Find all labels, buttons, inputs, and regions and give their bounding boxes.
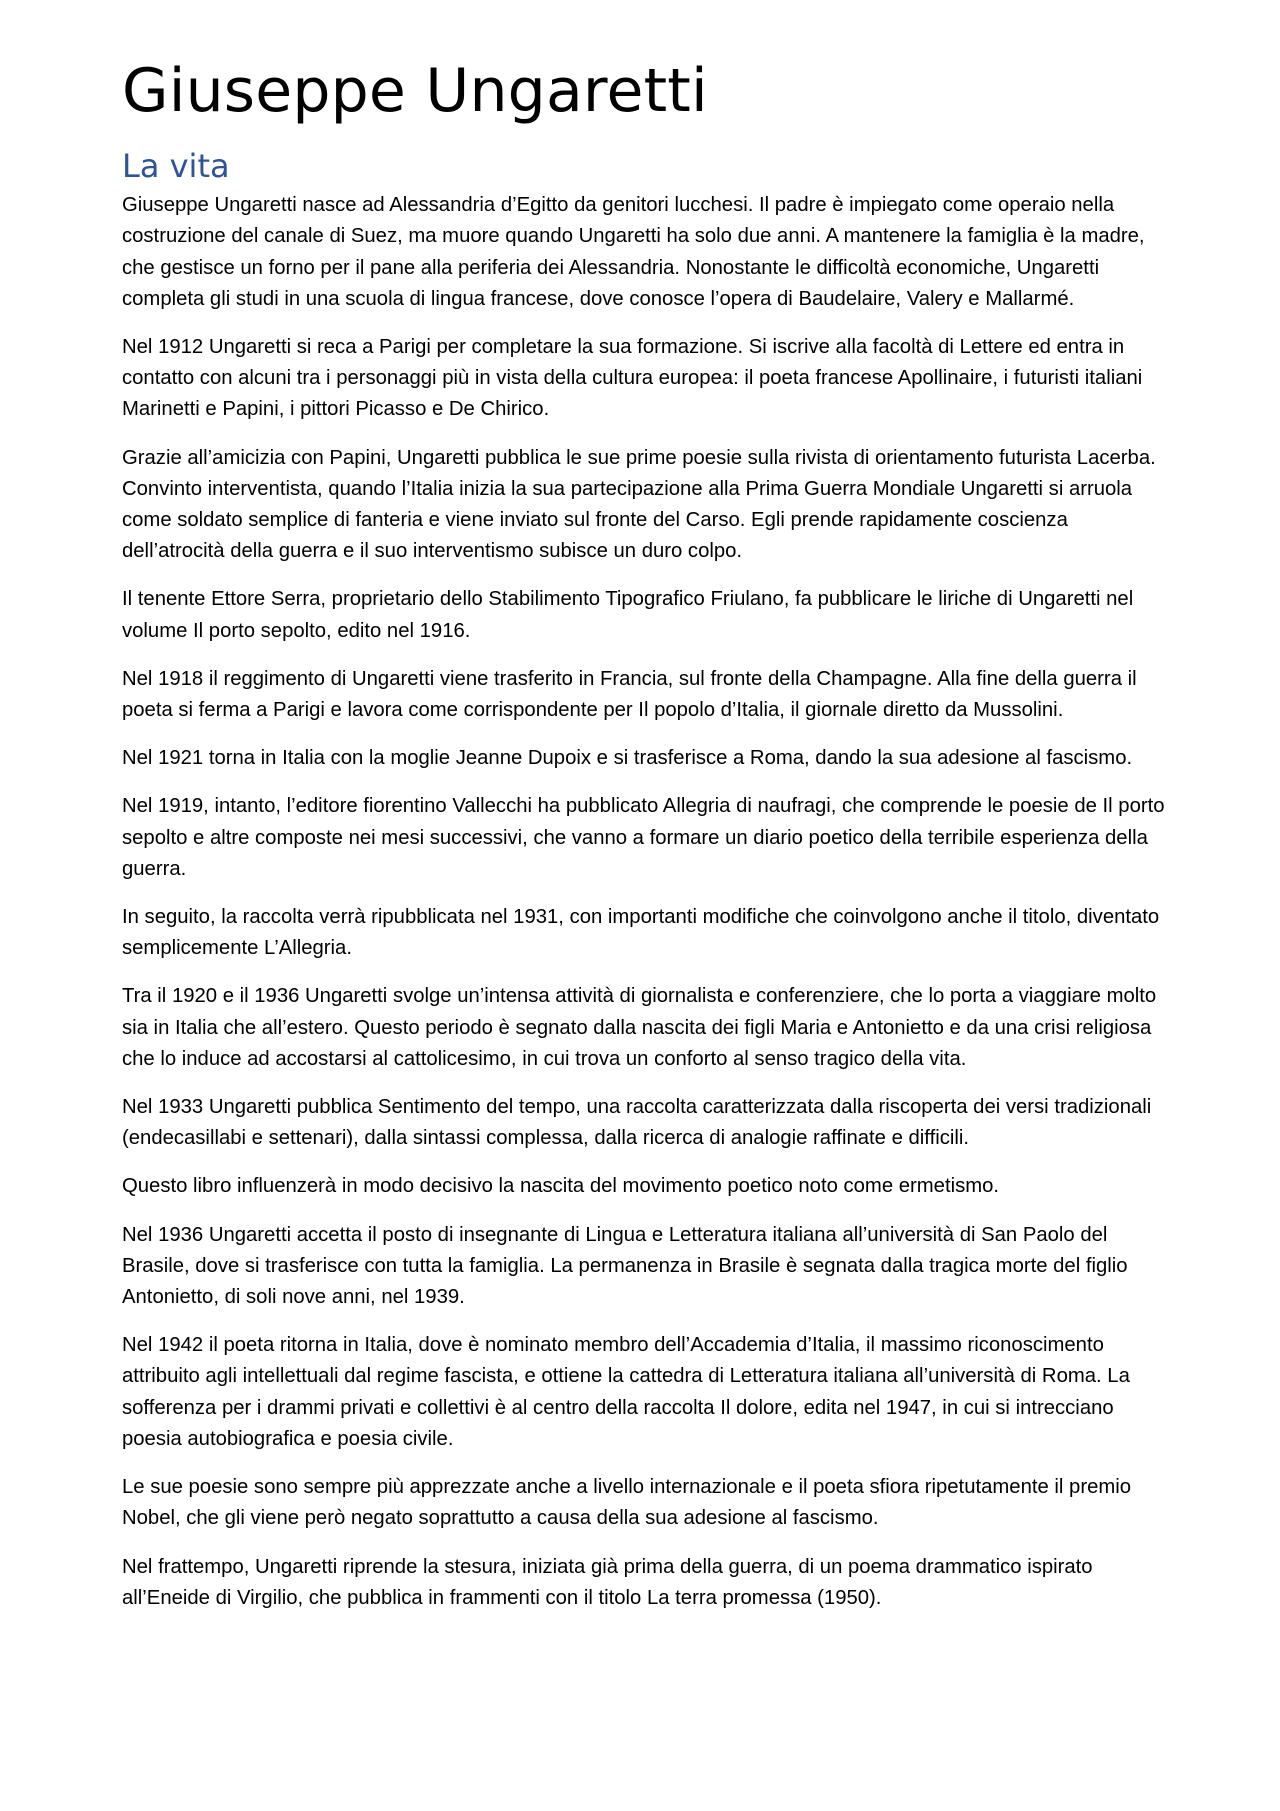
- paragraph: Giuseppe Ungaretti nasce ad Alessandria d’Egitto da genitori lucchesi. Il padre è impiegato come operaio nella costruzione del canale di Suez, ma muore quando Ungaretti ha solo due anni. A mantenere la famiglia è la madre, che gestisce un forno per il pane alla periferia dei Alessandria. Nonostante le difficoltà economiche, Ungaretti completa gli studi in una scuola di lingua francese, dove conosce l’opera di Baudelaire, Valery e Mallarmé.: [122, 194, 1145, 310]
- paragraph: Nel 1942 il poeta ritorna in Italia, dove è nominato membro dell’Accademia d’Italia, il massimo riconoscimento attribuito agli intellettuali dal regime fascista, e ottiene la cattedra di Letteratura italiana all’università di Roma. La sofferenza per i drammi privati e collettivi è al centro della raccolta Il dolore, edita nel 1947, in cui si intrecciano poesia autobiografica e poesia civile.: [122, 1334, 1130, 1450]
- paragraph: Le sue poesie sono sempre più apprezzate anche a livello internazionale e il poeta sfiora ripetutamente il premio Nobel, che gli viene però negato soprattutto a causa della sua adesione al fascismo.: [122, 1476, 1132, 1530]
- paragraph: Grazie all’amicizia con Papini, Ungaretti pubblica le sue prime poesie sulla rivista di orientamento futurista Lacerba. Convinto interventista, quando l’Italia inizia la sua partecipazione alla Prima Guerra Mondiale Ungaretti si arruola come soldato semplice di fanteria e viene inviato sul fronte del Carso. Egli prende rapidamente coscienza dell’atrocità della guerra e il suo interventismo subisce un duro colpo.: [122, 446, 1156, 563]
- paragraph: Nel 1918 il reggimento di Ungaretti viene trasferito in Francia, sul fronte della Champagne. Alla fine della guerra il poeta si ferma a Parigi e lavora come corrispondente per Il popolo d’Italia, il giornale diretto da Mussolini.: [122, 667, 1137, 722]
- paragraph: Nel frattempo, Ungaretti riprende la stesura, iniziata già prima della guerra, di un poema drammatico ispirato all’Eneide di Virgilio, che pubblica in frammenti con il titolo La terra promessa (1950).: [122, 1555, 1093, 1609]
- paragraph: Nel 1936 Ungaretti accetta il posto di insegnante di Lingua e Letteratura italiana all’università di San Paolo del Brasile, dove si trasferisce con tutta la famiglia. La permanenza in Brasile è segnata dalla tragica morte del figlio Antonietto, di soli nove anni, nel 1939.: [122, 1223, 1128, 1309]
- paragraph: Tra il 1920 e il 1936 Ungaretti svolge un’intensa attività di giornalista e conferenziere, che lo porta a viaggiare molto sia in Italia che all’estero. Questo periodo è segnato dalla nascita dei figli Maria e Antonietto e da una crisi religiosa che lo induce ad accostarsi al cattolicesimo, in cui trova un conforto al senso tragico della vita.: [122, 985, 1157, 1070]
- paragraph: Nel 1912 Ungaretti si reca a Parigi per completare la sua formazione. Si iscrive alla facoltà di Lettere ed entra in contatto con alcuni tra i personaggi più in vista della cultura europea: il poeta francese Apollinaire, i futuristi italiani Marinetti e Papini, i pittori Picasso e De Chirico.: [122, 336, 1143, 421]
- section-body: [122, 190, 1172, 1614]
- paragraph: Nel 1919, intanto, l’editore fiorentino Vallecchi ha pubblicato Allegria di naufragi, che comprende le poesie de Il porto sepolto e altre composte nei mesi successivi, che vanno a formare un diario poetico della terribile esperienza della guerra.: [122, 795, 1165, 880]
- document-page: [122, 56, 1172, 1631]
- paragraph: In seguito, la raccolta verrà ripubblicata nel 1931, con importanti modifiche che coinvolgono anche il titolo, diventato semplicemente L’Allegria.: [122, 906, 1160, 960]
- paragraph: Nel 1933 Ungaretti pubblica Sentimento del tempo, una raccolta caratterizzata dalla riscoperta dei versi tradizionali (endecasillabi e settenari), dalla sintassi complessa, dalla ricerca di analogie raffinate e difficili.: [122, 1096, 1152, 1150]
- paragraph: Il tenente Ettore Serra, proprietario dello Stabilimento Tipografico Friulano, fa pubblicare le liriche di Ungaretti nel volume Il porto sepolto, edito nel 1916.: [122, 588, 1134, 642]
- paragraph: Questo libro influenzerà in modo decisivo la nascita del movimento poetico noto come ermetismo.: [122, 1175, 1000, 1198]
- section-heading: La vita: [122, 147, 230, 185]
- paragraph: Nel 1921 torna in Italia con la moglie Jeanne Dupoix e si trasferisce a Roma, dando la sua adesione al fascismo.: [122, 747, 1133, 770]
- document-title: Giuseppe Ungaretti: [122, 56, 708, 126]
